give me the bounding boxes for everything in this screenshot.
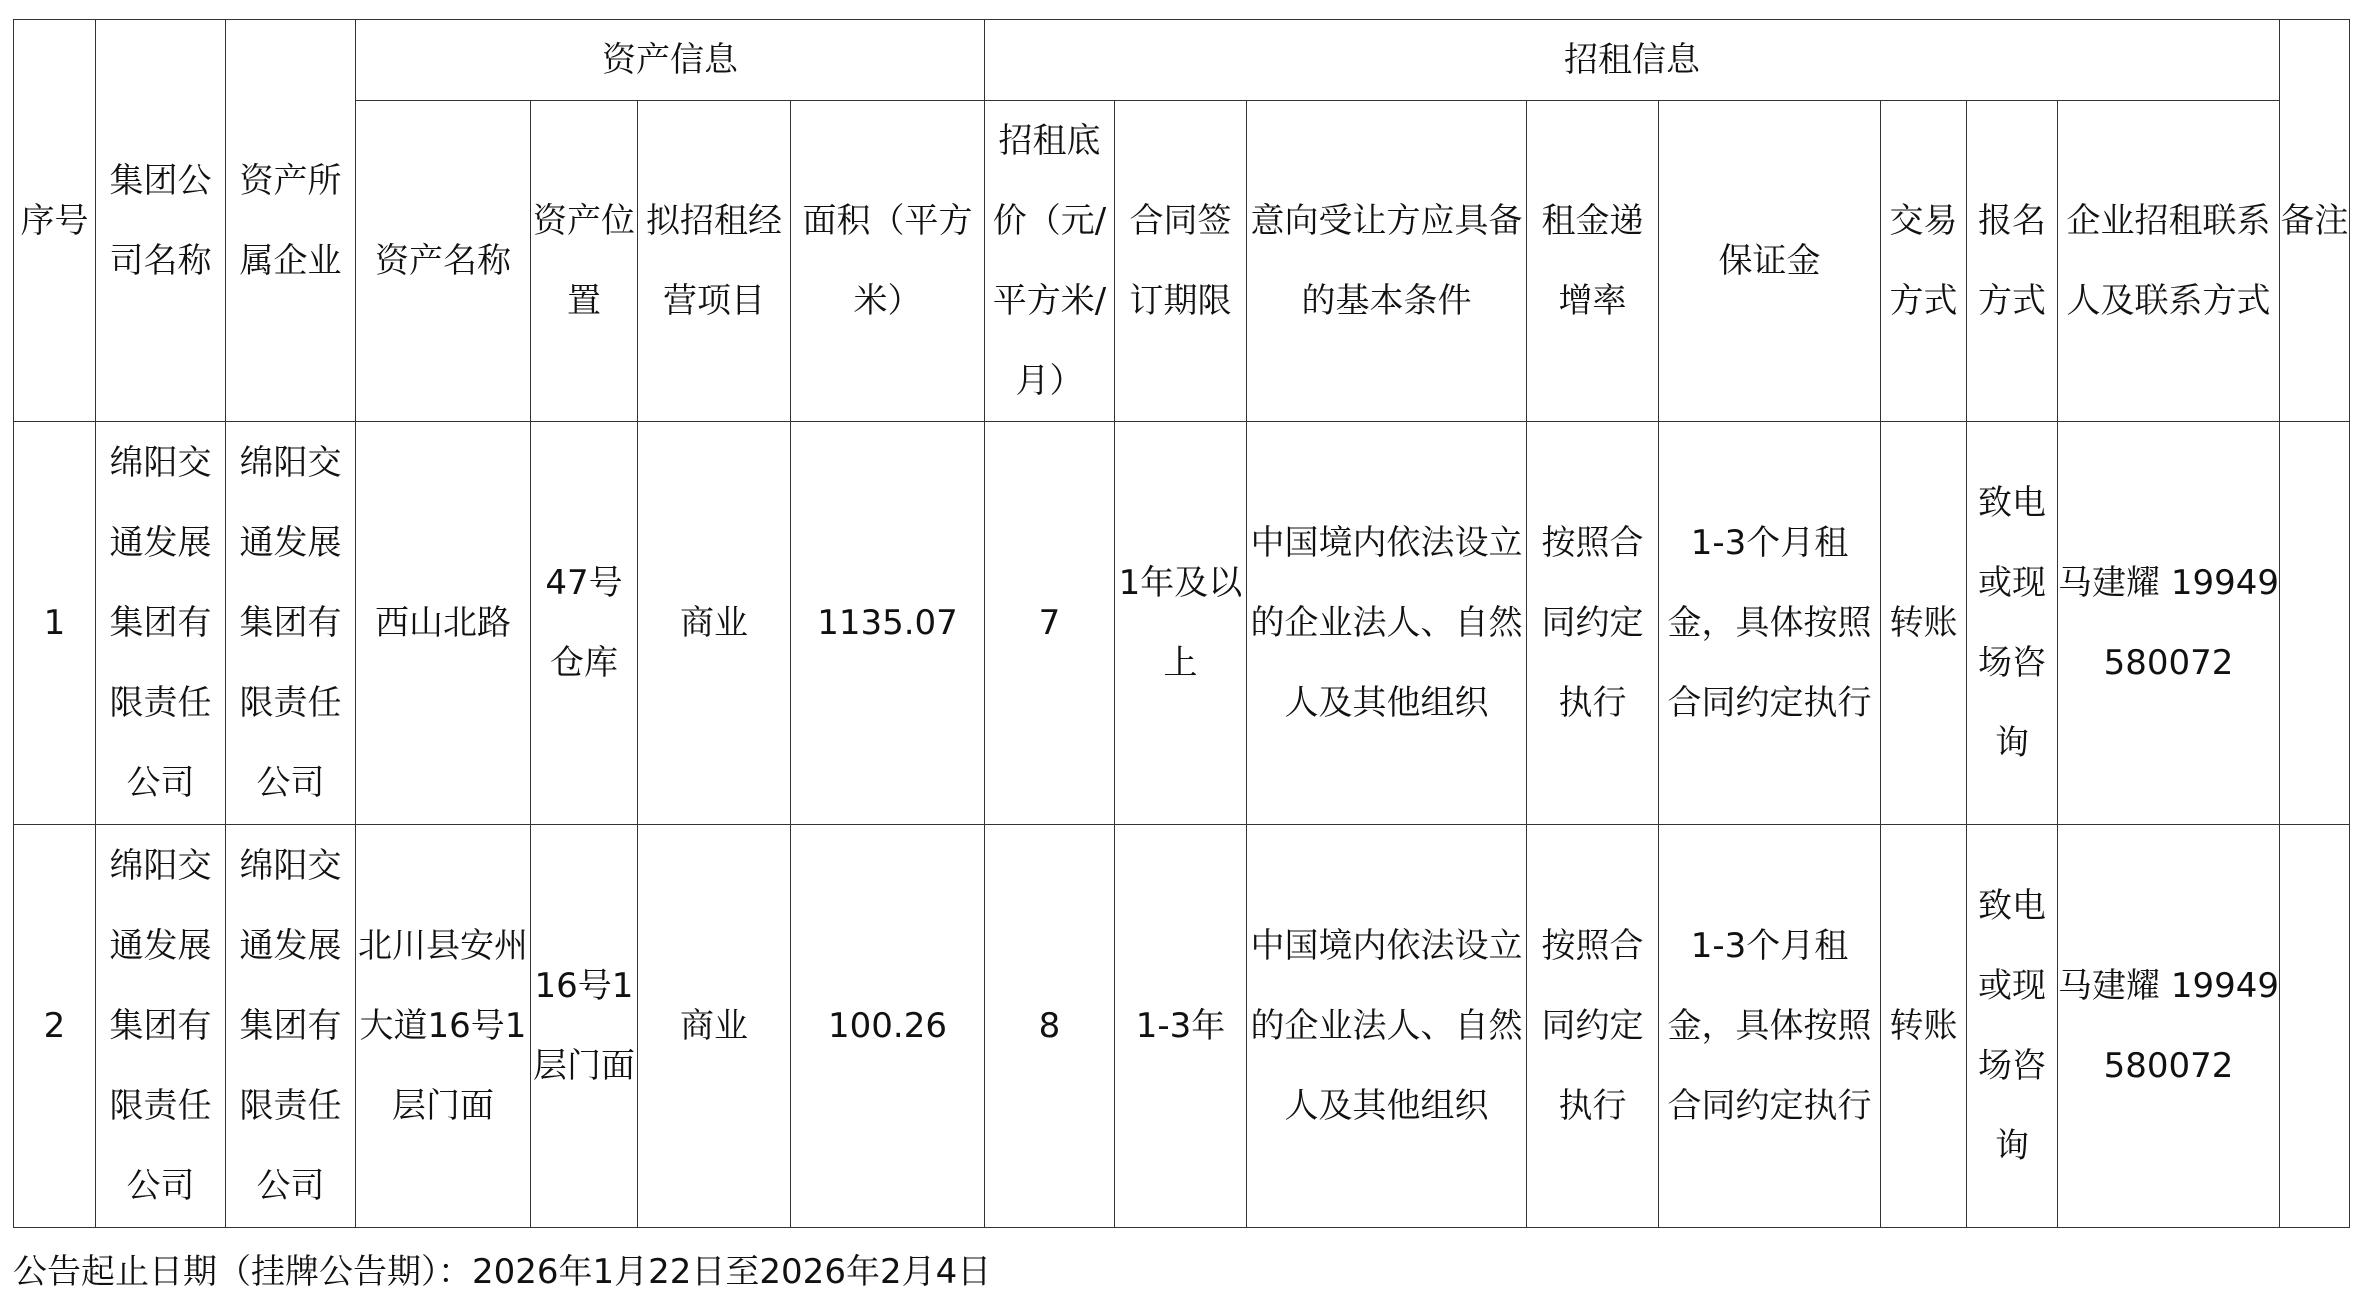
- cell-planned-business: 商业: [638, 422, 791, 825]
- cell-asset-location: 47号仓库: [531, 422, 638, 825]
- cell-asset-name: 北川县安州大道16号1层门面: [356, 825, 531, 1228]
- header-area: 面积（平方米）: [791, 101, 985, 422]
- header-owner-company: 资产所属企业: [226, 20, 356, 422]
- header-asset-location: 资产位置: [531, 101, 638, 422]
- header-remarks: 备注: [2280, 20, 2350, 422]
- cell-remarks: [2280, 422, 2350, 825]
- cell-contract-term: 1年及以上: [1115, 422, 1247, 825]
- cell-group-company: 绵阳交通发展集团有限责任公司: [96, 825, 226, 1228]
- header-conditions: 意向受让方应具备的基本条件: [1247, 101, 1527, 422]
- cell-area: 1135.07: [791, 422, 985, 825]
- cell-asset-name: 西山北路: [356, 422, 531, 825]
- header-rent-increase: 租金递增率: [1527, 101, 1659, 422]
- notice-period-text: 公告起止日期（挂牌公告期）：2026年1月22日至2026年2月4日: [13, 1252, 992, 1292]
- header-index: 序号: [14, 20, 96, 422]
- cell-base-price: 8: [985, 825, 1115, 1228]
- table-row: [14, 422, 2350, 825]
- header-group-lease-info: 招租信息: [985, 20, 2280, 101]
- header-registration-method: 报名方式: [1967, 101, 2058, 422]
- header-asset-name: 资产名称: [356, 101, 531, 422]
- cell-owner-company: 绵阳交通发展集团有限责任公司: [226, 825, 356, 1228]
- header-row-columns: [14, 101, 2350, 422]
- cell-rent-increase: 按照合同约定执行: [1527, 825, 1659, 1228]
- cell-area: 100.26: [791, 825, 985, 1228]
- cell-asset-location: 16号1层门面: [531, 825, 638, 1228]
- cell-base-price: 7: [985, 422, 1115, 825]
- header-planned-business: 拟招租经营项目: [638, 101, 791, 422]
- rental-listing-table: [13, 19, 2350, 1228]
- header-group-asset-info: 资产信息: [356, 20, 985, 101]
- header-group-company: 集团公司名称: [96, 20, 226, 422]
- cell-index: 2: [14, 825, 96, 1228]
- cell-contact: 马建耀 19949580072: [2058, 422, 2280, 825]
- cell-remarks: [2280, 825, 2350, 1228]
- header-row-groups: [14, 20, 2350, 101]
- cell-registration-method: 致电或现场咨询: [1967, 825, 2058, 1228]
- cell-contact: 马建耀 19949580072: [2058, 825, 2280, 1228]
- cell-index: 1: [14, 422, 96, 825]
- cell-transaction-method: 转账: [1881, 825, 1967, 1228]
- cell-deposit: 1-3个月租金，具体按照合同约定执行: [1659, 825, 1881, 1228]
- header-base-price: 招租底价（元/平方米/月）: [985, 101, 1115, 422]
- header-deposit: 保证金: [1659, 101, 1881, 422]
- header-contact: 企业招租联系人及联系方式: [2058, 101, 2280, 422]
- cell-group-company: 绵阳交通发展集团有限责任公司: [96, 422, 226, 825]
- cell-conditions: 中国境内依法设立的企业法人、自然人及其他组织: [1247, 422, 1527, 825]
- cell-transaction-method: 转账: [1881, 422, 1967, 825]
- cell-planned-business: 商业: [638, 825, 791, 1228]
- cell-deposit: 1-3个月租金，具体按照合同约定执行: [1659, 422, 1881, 825]
- cell-rent-increase: 按照合同约定执行: [1527, 422, 1659, 825]
- header-transaction-method: 交易方式: [1881, 101, 1967, 422]
- cell-contract-term: 1-3年: [1115, 825, 1247, 1228]
- cell-registration-method: 致电或现场咨询: [1967, 422, 2058, 825]
- cell-conditions: 中国境内依法设立的企业法人、自然人及其他组织: [1247, 825, 1527, 1228]
- table-row: [14, 825, 2350, 1228]
- header-contract-term: 合同签订期限: [1115, 101, 1247, 422]
- cell-owner-company: 绵阳交通发展集团有限责任公司: [226, 422, 356, 825]
